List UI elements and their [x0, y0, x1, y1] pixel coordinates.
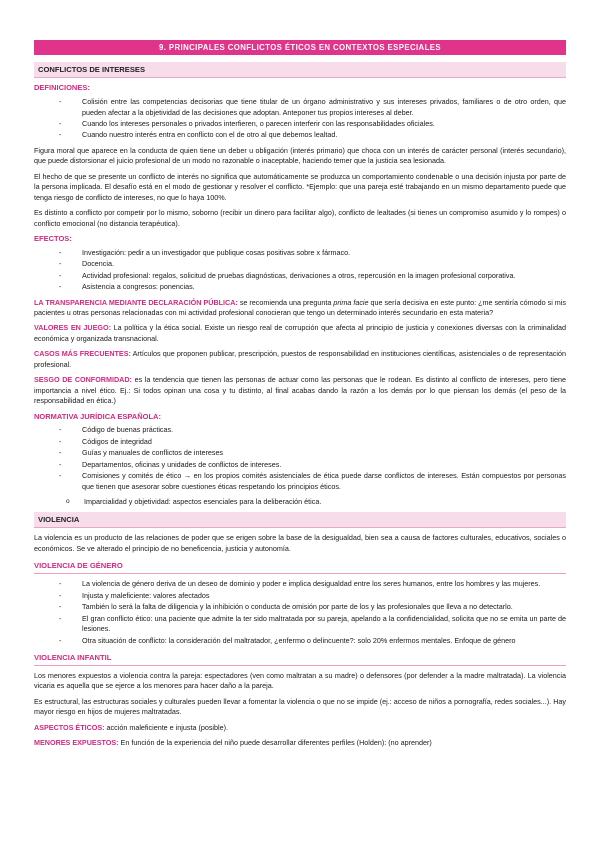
- efectos-list: [68, 248, 566, 293]
- list-item: - Colisión entre las competencias decisorias que tiene titular de un órgano administrativo y sus intereses privados, familiares o de otro orden, que pueden afectar a la objetividad de las decisiones que adoptan. Anteponer tus propios intereses al deber.: [68, 97, 566, 118]
- list-item: - Asistencia a congresos: ponencias.: [68, 282, 566, 292]
- paragraph: Es distinto a conflicto por competir por lo mismo, soborno (recibir un dinero para facilitar algo), conflicto de lealtades (si tienes un compromiso asumido y lo rompes) o conflicto emocional (no distancia terapéutica).: [34, 208, 566, 228]
- definiciones-label: DEFINICIONES:: [34, 83, 90, 93]
- prima-facie-term: prima facie: [333, 297, 369, 307]
- casos-label: CASOS MÁS FRECUENTES:: [34, 349, 131, 359]
- list-item: - Cuando los intereses personales o privados interfieren, o parecen interferir con las responsabilidades oficiales.: [68, 119, 566, 129]
- normativa-sublist: [74, 497, 566, 507]
- sesgo-paragraph: [34, 375, 566, 406]
- valores-paragraph: [34, 323, 566, 344]
- chapter-title: 9. PRINCIPALES CONFLICTOS ÉTICOS EN CONTEXTOS ESPECIALES: [34, 40, 566, 55]
- paragraph: El hecho de que se presente un conflicto de interés no significa que automáticamente se produzca un comportamiento condenable o una decisión injusta por parte de la persona implicada. El desafío está en el modo de gestionar y resolver el conflicto. *Ejemplo: que una pareja esté trabajando en un mismo departamento puede que tenga riesgo de conflicto de intereses, no que lo haya 100%.: [34, 171, 566, 202]
- list-item: o Imparcialidad y objetividad: aspectos esenciales para la deliberación ética.: [74, 497, 566, 507]
- definiciones-list: [68, 97, 566, 141]
- transparencia-label: LA TRANSPARENCIA MEDIANTE DECLARACIÓN PÚBLICA:: [34, 297, 238, 307]
- menores-label: MENORES EXPUESTOS:: [34, 738, 119, 748]
- aspectos-paragraph: [34, 723, 566, 733]
- section-heading-violencia: VIOLENCIA: [34, 512, 566, 528]
- list-item: - Código de buenas prácticas.: [68, 425, 566, 435]
- aspectos-text: acción maleficiente e injusta (posible).: [104, 722, 229, 732]
- list-item: - Comisiones y comités de ético → en los propios comités asistenciales de ética puede darse conflictos de intereses. Están compuestos por personas que tienen que asesorar sobre cuestiones éticas respetando los principios éticos.: [68, 471, 566, 492]
- list-item: - También lo será la falta de diligencia y la inhibición o conducta de omisión por parte de los y las profesionales que lleva a no detectarlo.: [68, 602, 566, 612]
- paragraph: Los menores expuestos a violencia contra la pareja: espectadores (ven como maltratan a su madre) o defensores (por defender a la madre maltratada). La violencia vicaria es aquella que se ejerce a los menores para hacer daño a la pareja.: [34, 670, 566, 691]
- list-item: - El gran conflicto ético: una paciente que admite la ter sido maltratada por su pareja, apelando a la confidencialidad, solicita que no se emita un parte de lesiones.: [68, 614, 566, 635]
- section-heading-conflictos: CONFLICTOS DE INTERESES: [34, 62, 566, 78]
- list-item: - Docencia.: [68, 259, 566, 269]
- normativa-list: [68, 425, 566, 492]
- paragraph: Es estructural, las estructuras sociales y culturales pueden llevar a fomentar la violencia o que no se impide (ej.: acceso de niños a pornografía, redes sociales...). Hay mayor riesgo en hijos de mujeres maltratadas.: [34, 696, 566, 717]
- transparencia-text: se recomienda una pregunta: [237, 297, 334, 307]
- list-item: - Otra situación de conflicto: la consideración del maltratador, ¿enfermo o delincuente?: solo 20% enfermos mentales. Enfoque de género: [68, 636, 566, 646]
- sesgo-text: es la tendencia que tienen las personas de actuar como las personas que le rodean. Es distinto al conflicto de intereses, pero tiene importancia a nivel ético. Ej.: Si todos opinan una cosa y tu distinto, al final acabas dando la razón a los demás por lo que piensan los demás (el peso de la responsabilidad en ética.): [34, 375, 566, 406]
- casos-text: Artículos que proponen publicar, prescripción, puestos de responsabilidad en instituciones científicas, asistenciales o de representación profesional.: [34, 349, 566, 369]
- casos-paragraph: [34, 349, 566, 370]
- paragraph: Figura moral que aparece en la conducta de quien tiene un deber u obligación (interés primario) que choca con un interés de carácter personal (interés secundario), que puede distorsionar el juicio profesional de un modo no razonable o inaceptable, haciendo temer que la justicia sea lesionada.: [34, 145, 566, 166]
- list-item: - Cuando nuestro interés entra en conflicto con el de otro al que debemos lealtad.: [68, 130, 566, 140]
- transparencia-paragraph: [34, 298, 566, 319]
- subsection-heading-genero: VIOLENCIA DE GÉNERO: [34, 559, 566, 574]
- list-item: - La violencia de género deriva de un deseo de dominio y poder e implica desigualdad entre los seres humanos, entre los hombres y las mujeres.: [68, 579, 566, 589]
- normativa-label: NORMATIVA JURÍDICA ESPAÑOLA:: [34, 411, 161, 421]
- list-item: - Investigación: pedir a un investigador que publique cosas positivas sobre x fármaco.: [68, 248, 566, 258]
- valores-text: La política y la ética social. Existe un riesgo real de corrupción que afecta al principio de justicia y conexiones diversas con la criminalidad económica y organizada transnacional.: [34, 323, 566, 343]
- list-item: - Códigos de integridad: [68, 437, 566, 447]
- list-item: - Actividad profesional: regalos, solicitud de pruebas diagnósticas, derivaciones a otros, repercusión en la imagen profesional corporativa.: [68, 271, 566, 281]
- menores-paragraph: [34, 738, 566, 748]
- menores-text: En función de la experiencia del niño puede desarrollar diferentes perfiles (Holden): (no aprender): [118, 738, 432, 748]
- list-item: - Injusta y maleficiente: valores afectados: [68, 591, 566, 601]
- list-item: - Departamentos, oficinas y unidades de conflictos de intereses.: [68, 460, 566, 470]
- sesgo-label: SESGO DE CONFORMIDAD:: [34, 375, 132, 385]
- paragraph: La violencia es un producto de las relaciones de poder que se erigen sobre la base de la desigualdad, bien sea a causa de factores culturales, educativos, sociales o económicos. Se ve alterado el principio de no beneficencia, justicia y autonomía.: [34, 533, 566, 553]
- genero-list: [68, 579, 566, 646]
- aspectos-label: ASPECTOS ÉTICOS:: [34, 722, 105, 732]
- valores-label: VALORES EN JUEGO:: [34, 323, 111, 333]
- transparencia-text-cont: que sería decisiva en este punto: ¿me sentiría cómodo si mis pacientes u otras personas relacionadas con mi actividad profesional conocieran que tengo un determinado interés secundario en esta materia?: [34, 297, 566, 318]
- efectos-label: EFECTOS:: [34, 233, 72, 243]
- subsection-heading-infantil: VIOLENCIA INFANTIL: [34, 651, 566, 666]
- list-item: - Guías y manuales de conflictos de intereses: [68, 448, 566, 458]
